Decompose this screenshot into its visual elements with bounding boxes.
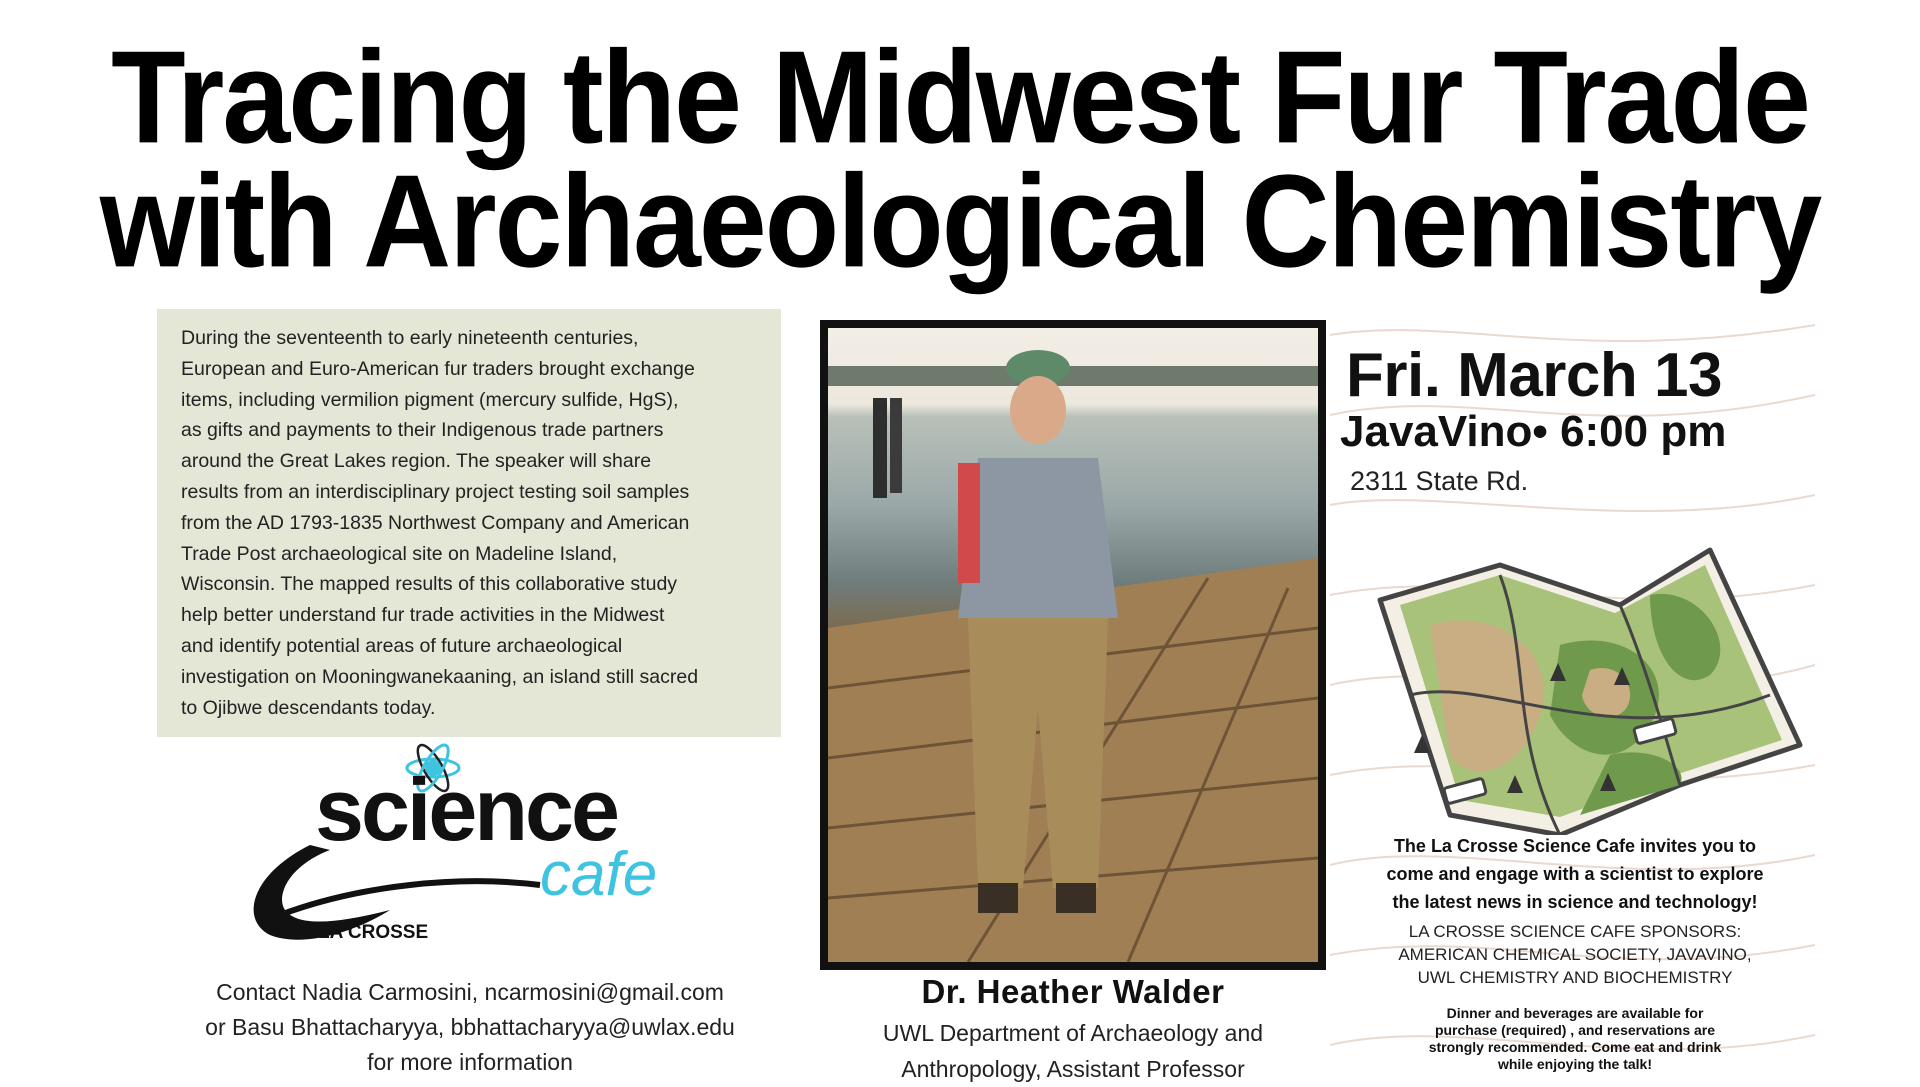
- sponsors-line-3: UWL CHEMISTRY AND BIOCHEMISTRY: [1417, 968, 1733, 987]
- contact-info: [150, 975, 790, 1080]
- dinner-note: [1350, 1005, 1800, 1073]
- speaker-role-line-1: UWL Department of Archaeology and: [882, 1020, 1264, 1046]
- contact-line-1: Contact Nadia Carmosini, ncarmosini@gmail.com: [216, 979, 724, 1005]
- science-cafe-logo: [240, 735, 710, 950]
- description-line: as gifts and payments to their Indigenous trade partners: [181, 419, 664, 442]
- poster-title-line-2: with Archaeological Chemistry: [99, 147, 1821, 295]
- speaker-affiliation: [820, 1015, 1326, 1087]
- description-line: Trade Post archaeological site on Madeline Island,: [181, 542, 618, 565]
- invite-line-1: The La Crosse Science Cafe invites you to: [1393, 836, 1757, 856]
- contact-line-2: or Basu Bhattacharyya, bbhattacharyya@uwlax.edu: [205, 1014, 735, 1040]
- description-box: [157, 309, 781, 737]
- speaker-photo-frame: [820, 320, 1326, 970]
- description-line: around the Great Lakes region. The speaker will share: [181, 450, 652, 473]
- sponsors-text: [1340, 920, 1810, 989]
- description-line: to Ojibwe descendants today.: [181, 696, 436, 719]
- description-line: and identify potential areas of future archaeological: [181, 634, 623, 657]
- description-line: Wisconsin. The mapped results of this collaborative study: [181, 573, 678, 596]
- description-line: European and Euro-American fur traders brought exchange: [181, 357, 695, 380]
- logo-location: LA CROSSE: [318, 922, 429, 943]
- event-venue-time: [1340, 407, 1726, 457]
- map-illustration: [1350, 455, 1810, 835]
- venue-name: JavaVino: [1340, 407, 1533, 456]
- description-line: During the seventeenth to early nineteenth centuries,: [181, 327, 639, 349]
- speaker-role-line-2: Anthropology, Assistant Professor: [901, 1056, 1245, 1082]
- dinner-line-3: strongly recommended. Come eat and drink: [1428, 1039, 1722, 1055]
- event-date: Fri. March 13: [1346, 341, 1722, 410]
- invite-text: [1340, 832, 1810, 916]
- contact-line-3: for more information: [367, 1049, 573, 1075]
- description-line: items, including vermilion pigment (mercury sulfide, HgS),: [181, 388, 679, 411]
- description-line: help better understand fur trade activities in the Midwest: [181, 604, 665, 627]
- logo-cafe-word: cafe: [540, 840, 658, 909]
- dinner-line-2: purchase (required) , and reservations are: [1434, 1022, 1716, 1038]
- sponsors-line-2: AMERICAN CHEMICAL SOCIETY, JAVAVINO,: [1398, 945, 1752, 964]
- description-line: results from an interdisciplinary project testing soil samples: [181, 480, 690, 503]
- dinner-line-1: Dinner and beverages are available for: [1446, 1005, 1704, 1021]
- event-time: 6:00 pm: [1560, 407, 1727, 456]
- invite-line-3: the latest news in science and technology!: [1392, 892, 1758, 912]
- dinner-line-4: while enjoying the talk!: [1497, 1056, 1653, 1072]
- poster-title-line-1: Tracing the Midwest Fur Trade: [111, 23, 1809, 171]
- sponsors-line-1: LA CROSSE SCIENCE CAFE SPONSORS:: [1408, 922, 1742, 941]
- logo-science-word: science: [315, 760, 617, 859]
- speaker-name: Dr. Heather Walder: [921, 973, 1225, 1010]
- event-address: 2311 State Rd.: [1350, 466, 1529, 496]
- speaker-photo: [828, 328, 1318, 962]
- invite-line-2: come and engage with a scientist to explore: [1386, 864, 1764, 884]
- description-line: investigation on Mooningwanekaaning, an island still sacred: [181, 665, 699, 688]
- description-line: from the AD 1793-1835 Northwest Company and American: [181, 511, 690, 534]
- venue-bullet: •: [1532, 407, 1548, 456]
